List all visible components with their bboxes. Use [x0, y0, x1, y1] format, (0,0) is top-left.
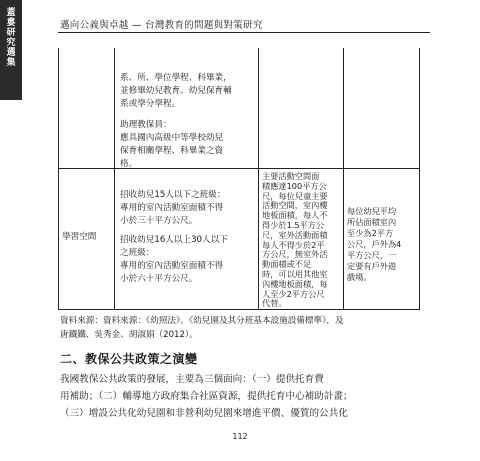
section-heading: 二、教保公共政策之演變	[60, 352, 198, 366]
table-col-divider	[258, 48, 259, 310]
cell-line: 並修畢幼兒教育、幼兒保育輔	[120, 86, 232, 96]
cell-line: 招收幼兒15人以下之班級：	[120, 190, 226, 200]
paragraph-line: 用補助；（二）輔導地方政府集合社區資源，提供托育中心補助計畫；	[60, 391, 353, 402]
cell-line: 方公尺，無室外活	[262, 249, 328, 260]
cell-line: 積應達100平方公	[262, 180, 327, 191]
cell-line: 格。	[120, 159, 138, 169]
cell-line: 每位幼兒平均	[347, 206, 397, 216]
cell-line: 代替。	[262, 298, 287, 309]
cell-line: 專用的室內活動室面積不得	[120, 261, 224, 271]
cell-line: 之班級：	[120, 248, 155, 258]
cell-line: 小於六十平方公尺。	[120, 274, 198, 284]
cell-line: 定要有戶外遊	[347, 261, 397, 271]
running-head: 邁向公義與卓越 — 台灣教育的問題與對策研究	[60, 20, 263, 31]
table-border-right	[419, 48, 420, 310]
source-line: 資料來源：資料來源：《幼照法》、《幼兒園及其分班基本設施設備標準》，及	[60, 316, 344, 326]
chapter-side-tab	[0, 0, 22, 100]
cell-line: 每人不得少於2平	[262, 239, 325, 250]
cell-line: 專用的室內活動室面積不得	[120, 203, 224, 213]
table-source-note	[60, 314, 420, 342]
cell-line: 公尺，戶外為4	[347, 239, 402, 249]
cell-line: 應具國內高級中等學校幼兒	[120, 133, 224, 143]
cell-line: 保育相關學程、科畢業之資	[120, 146, 224, 156]
cell-line: 至少為2平方	[347, 228, 394, 238]
cell-line: 地板面積，每人不	[262, 210, 328, 221]
cell-line: 活動空間，室內樓	[262, 200, 328, 211]
table-cell	[120, 189, 256, 286]
cell-line: 招收幼兒16人以上30人以下	[120, 235, 228, 245]
cell-line: 助理教保員：	[120, 120, 172, 130]
header-rule	[58, 32, 430, 33]
table-col-divider	[114, 48, 115, 310]
cell-line: 系或學分學程。	[120, 99, 181, 109]
paragraph-line: （三）增設公共化幼兒園和非營利幼兒園來增進平價、優質的公共化	[60, 408, 348, 419]
table-col-divider	[343, 48, 344, 310]
cell-line: 時，可以用其他室	[262, 268, 328, 279]
page-number: 112	[232, 432, 248, 441]
cell-line: 內樓地板面積，每	[262, 278, 328, 289]
cell-line: 平方公尺，一	[347, 250, 397, 260]
table-row-header: 學習空間	[62, 232, 97, 242]
cell-line: 系、所、學位學程、科畢業，	[120, 73, 232, 83]
table-border-left	[58, 48, 59, 310]
body-paragraph	[60, 371, 422, 422]
cell-line: 戲場。	[347, 272, 372, 282]
cell-line: 尺，室外活動面積	[262, 229, 328, 240]
source-line: 唐鐵鐵、吳秀金、胡淑娟（2012）。	[60, 330, 198, 340]
cell-line: 人至少2平方公尺	[262, 288, 325, 299]
cell-line: 所佔面積室內	[347, 217, 397, 227]
requirements-table	[58, 48, 420, 310]
cell-line: 小於三十平方公尺。	[120, 216, 198, 226]
table-cell	[262, 172, 342, 309]
table-cell	[347, 206, 419, 283]
table-border-bottom	[58, 309, 420, 310]
paragraph-line: 我國教保公共政策的發展，主要為三個面向：（一）提供托育費	[60, 374, 324, 385]
cell-line: 尺，每位兒童主要	[262, 190, 328, 201]
cell-line: 動面積或不足	[262, 259, 312, 270]
table-cell	[120, 72, 256, 171]
cell-line: 主要活動空間面	[262, 171, 320, 181]
cell-line: 得少於1.5平方公	[262, 219, 325, 230]
side-tab-text: 蓋婁研究選集	[6, 8, 16, 68]
